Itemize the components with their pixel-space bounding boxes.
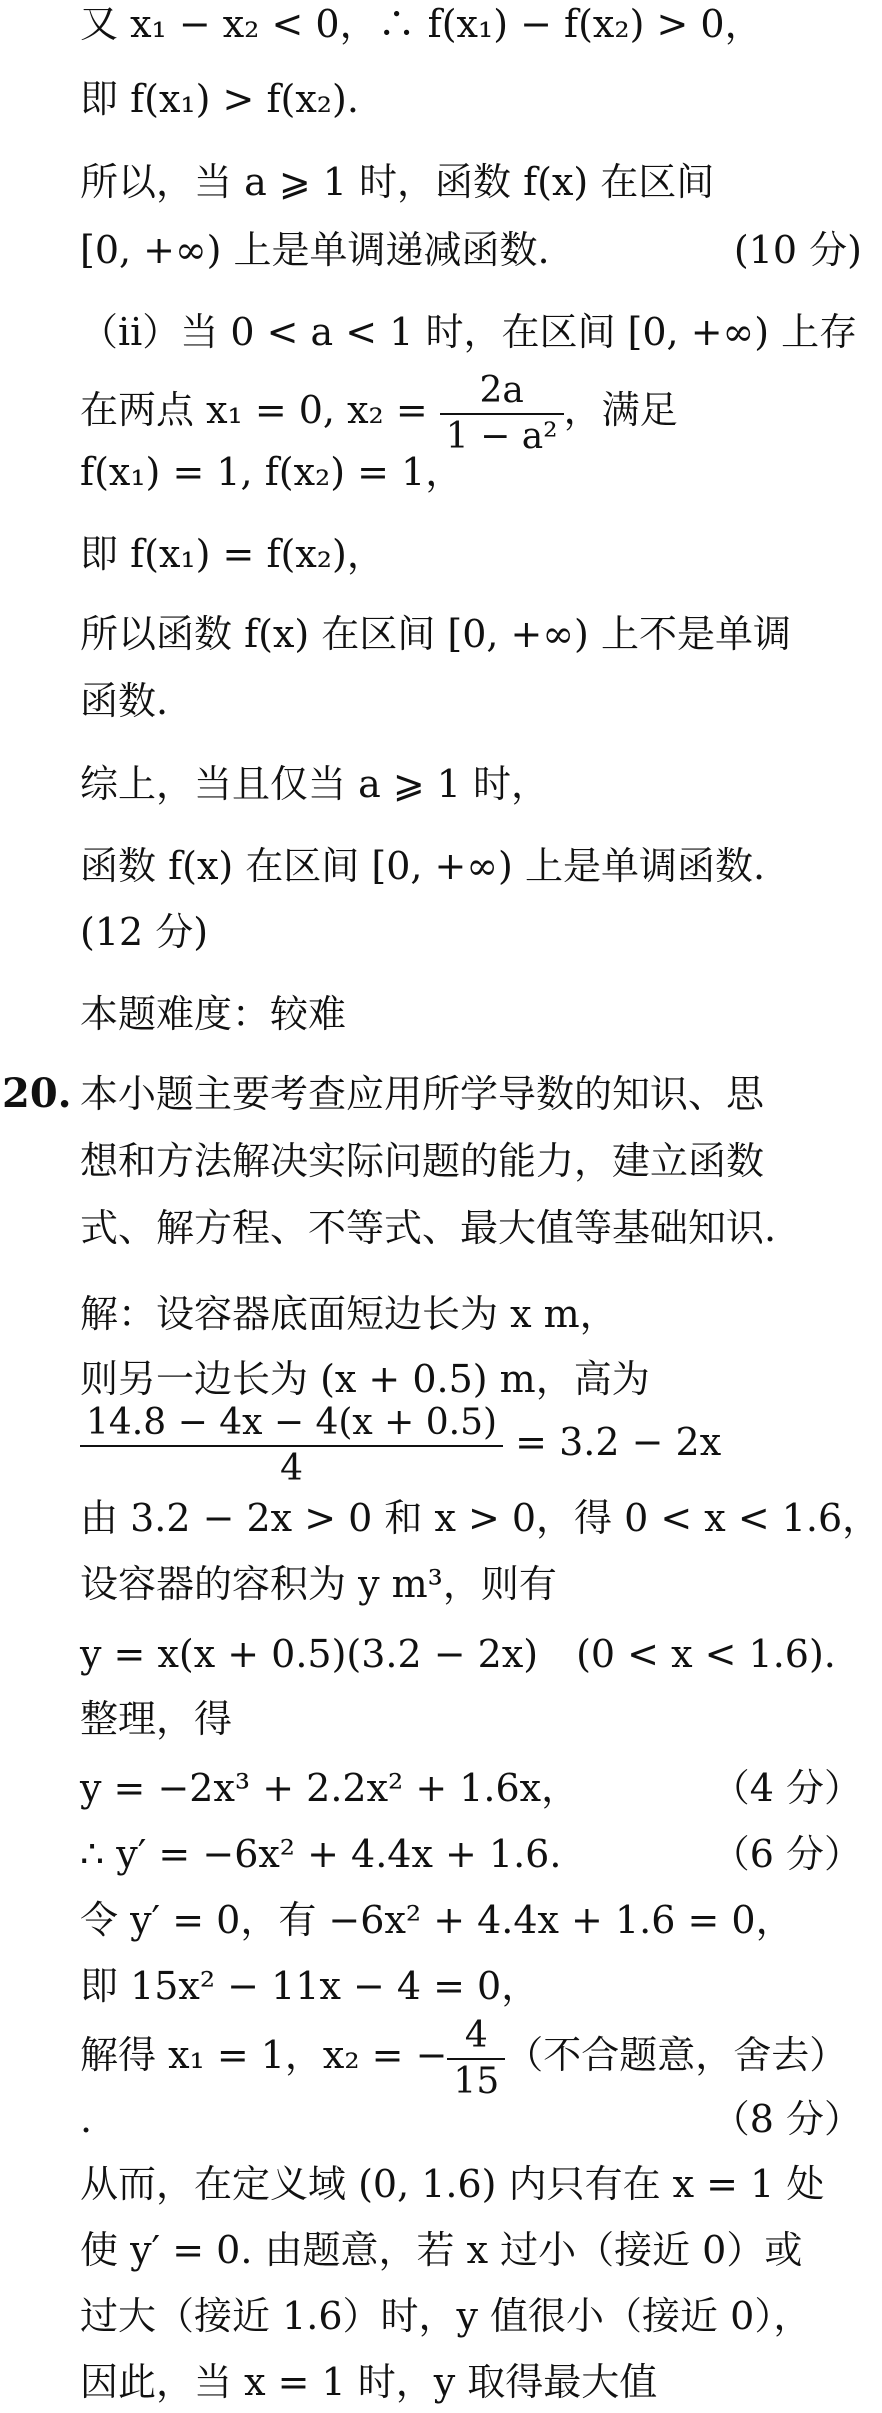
line-text: 即 f(x₁) = f(x₂)，	[80, 532, 385, 576]
line-text: 使 y′ = 0. 由题意，若 x 过小（接近 0）或	[80, 2228, 803, 2272]
line-text: 即 f(x₁) > f(x₂).	[80, 77, 359, 121]
line-text: [0, +∞) 上是单调递减函数.	[80, 228, 550, 272]
line-text: 式、解方程、不等式、最大值等基础知识.	[80, 1206, 777, 1250]
line-text: f(x₁) = 1, f(x₂) = 1，	[80, 450, 464, 494]
text-line-6	[80, 369, 872, 457]
text-line-24	[80, 1695, 872, 1743]
text-line-34	[80, 2358, 872, 2406]
text-line-3	[80, 158, 872, 206]
text-line-1	[80, 0, 872, 48]
line-text: .	[80, 2097, 93, 2141]
fraction-denominator: 15	[453, 2060, 500, 2102]
text-line-21	[80, 1494, 881, 1542]
line-text: 函数 f(x) 在区间 [0, +∞) 上是单调函数.	[80, 844, 766, 888]
line-text: 解得 x₁ = 1，x₂ = −	[80, 2033, 448, 2077]
fraction-denominator: 1 − a²	[445, 415, 558, 457]
text-line-18	[80, 1290, 872, 1338]
line-text: ，满足	[563, 388, 678, 432]
text-line-29	[80, 2014, 872, 2102]
text-line-33	[80, 2292, 872, 2340]
text-line-23	[80, 1630, 872, 1678]
question-number: 20.	[2, 1070, 72, 1117]
fraction-bar	[447, 2058, 505, 2060]
line-text: 本小题主要考查应用所学导数的知识、思	[80, 1072, 765, 1116]
text-line-9	[80, 610, 872, 658]
fraction-numerator: 2a	[479, 369, 524, 411]
text-line-2	[80, 75, 872, 123]
text-line-30	[80, 2095, 872, 2143]
line-text: 又 x₁ − x₂ < 0，∴ f(x₁) − f(x₂) > 0，	[80, 2, 763, 46]
line-text: 所以，当 a ⩾ 1 时，函数 f(x) 在区间	[80, 160, 715, 204]
line-text: 由 3.2 − 2x > 0 和 x > 0，得 0 < x < 1.6，	[80, 1496, 881, 1540]
line-text: 设容器的容积为 y m³，则有	[80, 1562, 557, 1606]
fraction-numerator: 4	[464, 2014, 488, 2056]
text-line-7	[80, 448, 872, 496]
text-line-17	[80, 1204, 872, 1252]
text-line-25	[80, 1764, 872, 1812]
line-text: 所以函数 f(x) 在区间 [0, +∞) 上不是单调	[80, 612, 791, 656]
line-text: 函数.	[80, 679, 169, 723]
fraction-bar	[440, 413, 564, 415]
line-text: y = x(x + 0.5)(3.2 − 2x) (0 < x < 1.6).	[80, 1632, 836, 1676]
fraction-height	[80, 1403, 503, 1489]
text-line-10	[80, 677, 872, 725]
fraction-bar	[80, 1445, 503, 1447]
text-line-5	[80, 308, 872, 356]
line-text: 解：设容器底面短边长为 x m，	[80, 1292, 618, 1336]
difficulty-label: 本题难度：较难	[80, 992, 347, 1036]
text-line-28	[80, 1962, 872, 2010]
text-line-22	[80, 1560, 872, 1608]
text-line-13	[80, 908, 872, 956]
line-text: 想和方法解决实际问题的能力，建立函数	[80, 1139, 765, 1183]
line-text: (12 分)	[80, 910, 209, 954]
text-line-15	[80, 1070, 872, 1118]
score-note-6: （6 分）	[711, 1832, 862, 1876]
line-text: 即 15x² − 11x − 4 = 0，	[80, 1964, 540, 2008]
fraction-x2	[440, 371, 564, 457]
text-line-11	[80, 760, 872, 808]
line-text: （ii）当 0 < a < 1 时，在区间 [0, +∞) 上存	[80, 310, 858, 354]
line-text: 令 y′ = 0，有 −6x² + 4.4x + 1.6 = 0，	[80, 1898, 794, 1942]
line-text: 整理，得	[80, 1697, 233, 1741]
text-line-31	[80, 2160, 872, 2208]
text-line-8	[80, 530, 872, 578]
fraction-root	[447, 2016, 505, 2102]
score-note-8: （8 分）	[711, 2097, 862, 2141]
line-text: 综上，当且仅当 a ⩾ 1 时，	[80, 762, 549, 806]
text-line-26	[80, 1830, 872, 1878]
line-text: 则另一边长为 (x + 0.5) m，高为	[80, 1357, 650, 1401]
text-line-12	[80, 842, 872, 890]
line-text: 因此，当 x = 1 时，y 取得最大值	[80, 2360, 658, 2404]
score-note-10: (10 分)	[733, 228, 862, 272]
fraction-numerator: 14.8 − 4x − 4(x + 0.5)	[86, 1401, 498, 1443]
line-text: y = −2x³ + 2.2x² + 1.6x，	[80, 1766, 580, 1810]
text-line-32	[80, 2226, 872, 2274]
line-text: （不合题意，舍去）	[505, 2033, 848, 2077]
line-text: 过大（接近 1.6）时，y 值很小（接近 0），	[80, 2294, 812, 2338]
text-line-14	[80, 990, 872, 1038]
score-note-4: （4 分）	[711, 1766, 862, 1810]
text-line-16	[80, 1137, 872, 1185]
fraction-denominator: 4	[280, 1447, 303, 1489]
text-line-27	[80, 1896, 872, 1944]
text-line-19	[80, 1355, 872, 1403]
line-text: 在两点 x₁ = 0, x₂ =	[80, 388, 440, 432]
text-line-20	[80, 1398, 872, 1489]
line-text: 从而，在定义域 (0, 1.6) 内只有在 x = 1 处	[80, 2162, 825, 2206]
text-line-4	[80, 226, 872, 274]
line-text: ∴ y′ = −6x² + 4.4x + 1.6.	[80, 1832, 562, 1876]
line-text: = 3.2 − 2x	[515, 1420, 722, 1464]
